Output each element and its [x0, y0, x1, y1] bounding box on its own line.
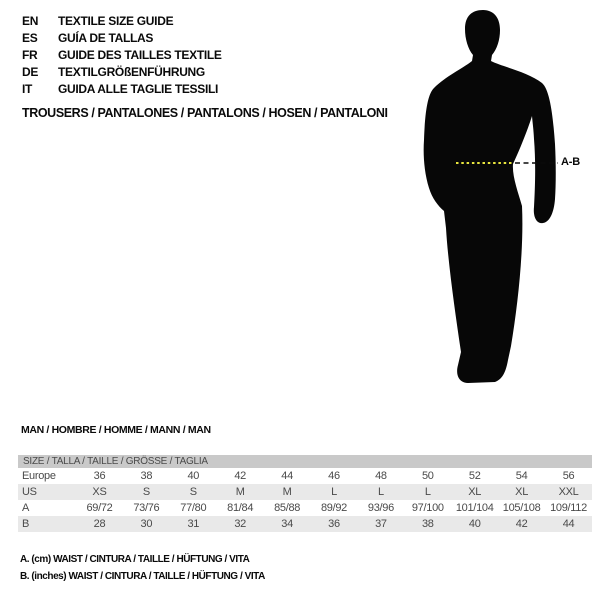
size-cell: 105/108 [502, 502, 541, 514]
language-list [22, 13, 222, 98]
size-cell: 44 [562, 518, 575, 530]
size-cell: 77/80 [180, 502, 207, 514]
garment-title: TROUSERS / PANTALONES / PANTALONS / HOSEN / PANTALONI [22, 106, 388, 120]
man-silhouette-figure [400, 4, 570, 394]
language-code: IT [22, 82, 33, 96]
size-cell: 32 [234, 518, 246, 530]
size-cell: 46 [328, 470, 340, 482]
size-cell: 44 [281, 470, 293, 482]
footnote-a: A. (cm) WAIST / CINTURA / TAILLE / HÜFTUNG / VITA [20, 554, 250, 565]
language-label: GUÍA DE TALLAS [58, 31, 154, 45]
size-cell: XL [515, 486, 529, 498]
row-label: US [22, 486, 37, 498]
size-cell: XXL [558, 486, 579, 498]
language-label: TEXTILE SIZE GUIDE [58, 14, 174, 28]
language-row [22, 47, 222, 64]
table-row [18, 516, 592, 532]
size-cell: L [424, 486, 431, 498]
size-cell: S [142, 486, 150, 498]
language-row [22, 64, 222, 81]
language-label: TEXTILGRÖßENFÜHRUNG [58, 65, 205, 79]
row-label: A [22, 502, 30, 514]
size-cell: 37 [375, 518, 387, 530]
size-cell: 93/96 [367, 502, 394, 514]
size-cell: 38 [140, 470, 153, 482]
language-label: GUIDE DES TAILLES TEXTILE [58, 48, 222, 62]
size-cell: 69/72 [86, 502, 113, 514]
size-cell: 42 [515, 518, 528, 530]
footnote-b: B. (inches) WAIST / CINTURA / TAILLE / HÜFTUNG / VITA [20, 570, 265, 582]
size-cell: M [282, 486, 292, 498]
size-cell: XS [92, 486, 107, 498]
size-cell: 89/92 [320, 502, 347, 514]
size-cell: S [189, 486, 197, 498]
size-cell: 36 [328, 518, 340, 530]
size-table-grid [18, 468, 592, 532]
table-row [18, 500, 592, 516]
size-cell: 97/100 [411, 502, 444, 514]
size-cell: L [331, 486, 337, 498]
language-code: ES [22, 31, 38, 45]
language-row [22, 30, 222, 47]
section-title: MAN / HOMBRE / HOMME / MANN / MAN [21, 424, 211, 436]
table-row [18, 484, 592, 500]
size-cell: 36 [93, 470, 106, 482]
size-cell: 50 [421, 470, 434, 482]
size-cell: L [377, 486, 384, 498]
size-cell: 31 [187, 518, 200, 530]
measure-label: A-B [561, 156, 580, 168]
size-cell: 73/76 [133, 502, 160, 514]
footnotes [20, 552, 265, 585]
language-code: FR [22, 48, 38, 62]
size-cell: 34 [281, 518, 293, 530]
size-cell: 42 [234, 470, 246, 482]
language-row [22, 81, 222, 98]
size-cell: 54 [515, 470, 528, 482]
row-label: Europe [22, 470, 56, 482]
size-cell: 56 [562, 470, 575, 482]
row-label: B [22, 518, 30, 530]
size-cell: 28 [93, 518, 106, 530]
size-cell: XL [468, 486, 482, 498]
size-cell: 48 [375, 470, 387, 482]
size-cell: 101/104 [455, 502, 494, 514]
language-label: GUIDA ALLE TAGLIE TESSILI [58, 82, 219, 96]
size-table-body [18, 468, 592, 532]
size-cell: 30 [140, 518, 153, 530]
size-cell: 109/112 [550, 502, 587, 514]
size-cell: 52 [468, 470, 481, 482]
size-table-header: SIZE / TALLA / TAILLE / GRÖSSE / TAGLIA [18, 455, 592, 468]
size-cell: 81/84 [227, 502, 254, 514]
size-cell: 85/88 [274, 502, 301, 514]
language-code: EN [22, 14, 39, 28]
table-row [18, 468, 592, 484]
man-silhouette-shape [424, 10, 556, 383]
size-cell: 38 [421, 518, 434, 530]
size-cell: 40 [468, 518, 481, 530]
size-cell: M [235, 486, 245, 498]
language-code: DE [22, 65, 39, 79]
language-row [22, 13, 222, 30]
size-table [18, 455, 592, 532]
size-cell: 40 [187, 470, 200, 482]
